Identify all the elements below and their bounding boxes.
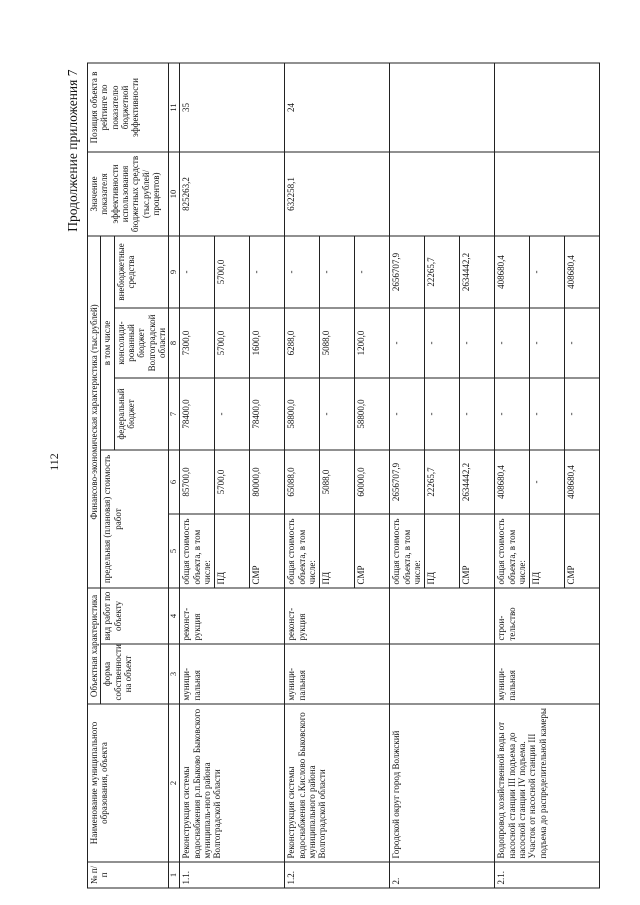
header-ownership: форма собственности на объект: [101, 644, 169, 704]
header-work-kind: вид работ по объекту: [101, 588, 169, 644]
page-number: 112: [47, 453, 61, 471]
cost-total: -: [530, 450, 565, 514]
col-number: 1: [169, 862, 180, 888]
cost-regional: -: [565, 308, 600, 378]
column-numbers-row: [169, 63, 180, 888]
col-number: 2: [169, 704, 180, 862]
cost-regional: -: [495, 308, 530, 378]
cost-federal: -: [565, 378, 600, 450]
header-offbudget: внебюджетные средства: [114, 236, 169, 308]
cost-line-label: общая стоимость объекта, в том числе:: [495, 514, 530, 588]
ownership-form: муници-пальная: [495, 644, 600, 704]
col-number: 4: [169, 588, 180, 644]
cost-federal: -: [215, 378, 250, 450]
cost-total: 22265,7: [425, 450, 460, 514]
cost-offbudget: 408680,4: [565, 236, 600, 308]
cost-total: 2634442,2: [460, 450, 495, 514]
object-name: Реконструкция системы водоснабжения с.Кислово Быковского муниципального района Волгоградской области: [285, 704, 390, 862]
row-number: 2.: [390, 862, 495, 888]
efficiency-indicator: [495, 152, 600, 236]
table-row: [285, 63, 320, 888]
table-body: [180, 63, 600, 888]
cost-regional: -: [530, 308, 565, 378]
work-kind: реконст-рукция: [285, 588, 390, 644]
cost-offbudget: -: [285, 236, 320, 308]
cost-offbudget: -: [180, 236, 215, 308]
cost-line-label: общая стоимость объекта, в том числе:: [390, 514, 425, 588]
cost-federal: -: [530, 378, 565, 450]
cost-regional: 1600,0: [250, 308, 285, 378]
ownership-form: муници-пальная: [180, 644, 285, 704]
header-financial-characteristic: Финансово-экономическая характеристика (тыс.рублей): [88, 236, 101, 588]
col-number: 9: [169, 236, 180, 308]
cost-line-label: общая стоимость объекта, в том числе:: [285, 514, 320, 588]
row-number: 2.1.: [495, 862, 600, 888]
header-indicator: Значение показателя эффективности использования бюджетных средств (тыс.рублей/ процентов): [88, 152, 169, 236]
work-kind: [390, 588, 495, 644]
cost-regional: 6288,0: [285, 308, 320, 378]
cost-regional: -: [425, 308, 460, 378]
work-kind: реконст-рукция: [180, 588, 285, 644]
cost-regional: -: [390, 308, 425, 378]
cost-offbudget: 2656707,9: [390, 236, 425, 308]
cost-total: 65088,0: [285, 450, 320, 514]
cost-line-label: ПД: [320, 514, 355, 588]
rating-position: [495, 63, 600, 152]
data-table: [87, 62, 600, 888]
ownership-form: муници-пальная: [285, 644, 390, 704]
cost-federal: 58800,0: [355, 378, 390, 450]
cost-offbudget: -: [320, 236, 355, 308]
col-number: 3: [169, 644, 180, 704]
cost-line-label: ПД: [425, 514, 460, 588]
cost-line-label: ПД: [530, 514, 565, 588]
cost-offbudget: 2634442,2: [460, 236, 495, 308]
cost-federal: -: [495, 378, 530, 450]
work-kind: строи-тельство: [495, 588, 600, 644]
cost-total: 5700,0: [215, 450, 250, 514]
cost-federal: 58800,0: [285, 378, 320, 450]
cost-line-label: общая стоимость объекта, в том числе:: [180, 514, 215, 588]
cost-total: 80000,0: [250, 450, 285, 514]
ownership-form: [390, 644, 495, 704]
object-name: Водопровод хозяйственной воды от насосной станции III подъема до насосной станции IV подъема. Участок от насосной станции III подъема до распределительной камеры: [495, 704, 600, 862]
header-cost: предельная (плановая) стоимость работ: [101, 450, 169, 588]
cost-federal: 78400,0: [250, 378, 285, 450]
table-row: [180, 63, 215, 888]
cost-offbudget: -: [355, 236, 390, 308]
cost-regional: 5088,0: [320, 308, 355, 378]
cost-total: 60000,0: [355, 450, 390, 514]
efficiency-indicator: 825263,2: [180, 152, 285, 236]
header-object-characteristic: Объектная характеристика: [88, 588, 101, 704]
cost-line-label: СМР: [250, 514, 285, 588]
cost-offbudget: -: [530, 236, 565, 308]
col-number: 6: [169, 450, 180, 514]
header-no: № п/п: [88, 862, 169, 888]
cost-total: 85700,0: [180, 450, 215, 514]
cost-total: 408680,4: [565, 450, 600, 514]
header-including: в том числе: [101, 236, 114, 450]
header-regional: консолиди-рованный бюджет Волгоградской области: [114, 308, 169, 378]
col-number: 8: [169, 308, 180, 378]
rating-position: [390, 63, 495, 152]
cost-regional: 5700,0: [215, 308, 250, 378]
cost-total: 2656707,9: [390, 450, 425, 514]
table-row: [495, 63, 530, 888]
object-name: Реконструкция системы водоснабжения р.п.Быково Быковского муниципаль-ного района Волгоградской области: [180, 704, 285, 862]
col-number: 5: [169, 514, 180, 588]
efficiency-indicator: 632258,1: [285, 152, 390, 236]
cost-regional: -: [460, 308, 495, 378]
cost-line-label: СМР: [565, 514, 600, 588]
header-rank: Позиция объекта в рейтинге по показателю бюджетной эффективности: [88, 63, 169, 152]
row-number: 1.1.: [180, 862, 285, 888]
cost-regional: 7300,0: [180, 308, 215, 378]
col-number: 7: [169, 378, 180, 450]
rotated-sheet: [65, 64, 615, 889]
header-federal: федеральный бюджет: [114, 378, 169, 450]
cost-line-label: СМР: [460, 514, 495, 588]
cost-line-label: ПД: [215, 514, 250, 588]
cost-total: 5088,0: [320, 450, 355, 514]
cost-federal: -: [425, 378, 460, 450]
rating-position: 24: [285, 63, 390, 152]
cost-offbudget: 22265,7: [425, 236, 460, 308]
efficiency-indicator: [390, 152, 495, 236]
rating-position: 35: [180, 63, 285, 152]
cost-offbudget: 408680,4: [495, 236, 530, 308]
cost-federal: 78400,0: [180, 378, 215, 450]
object-name: Городской округ город Волжский: [390, 704, 495, 862]
cost-offbudget: -: [250, 236, 285, 308]
col-number: 10: [169, 152, 180, 236]
continuation-title: Продолжение приложения 7: [65, 69, 80, 232]
header-name: Наименование муниципального образования, объекта: [88, 704, 169, 862]
cost-federal: -: [320, 378, 355, 450]
cost-total: 408680,4: [495, 450, 530, 514]
cost-offbudget: 5700,0: [215, 236, 250, 308]
cost-federal: -: [390, 378, 425, 450]
col-number: 11: [169, 63, 180, 152]
table-row: [390, 63, 425, 888]
cost-line-label: СМР: [355, 514, 390, 588]
row-number: 1.2.: [285, 862, 390, 888]
cost-federal: -: [460, 378, 495, 450]
cost-regional: 1200,0: [355, 308, 390, 378]
